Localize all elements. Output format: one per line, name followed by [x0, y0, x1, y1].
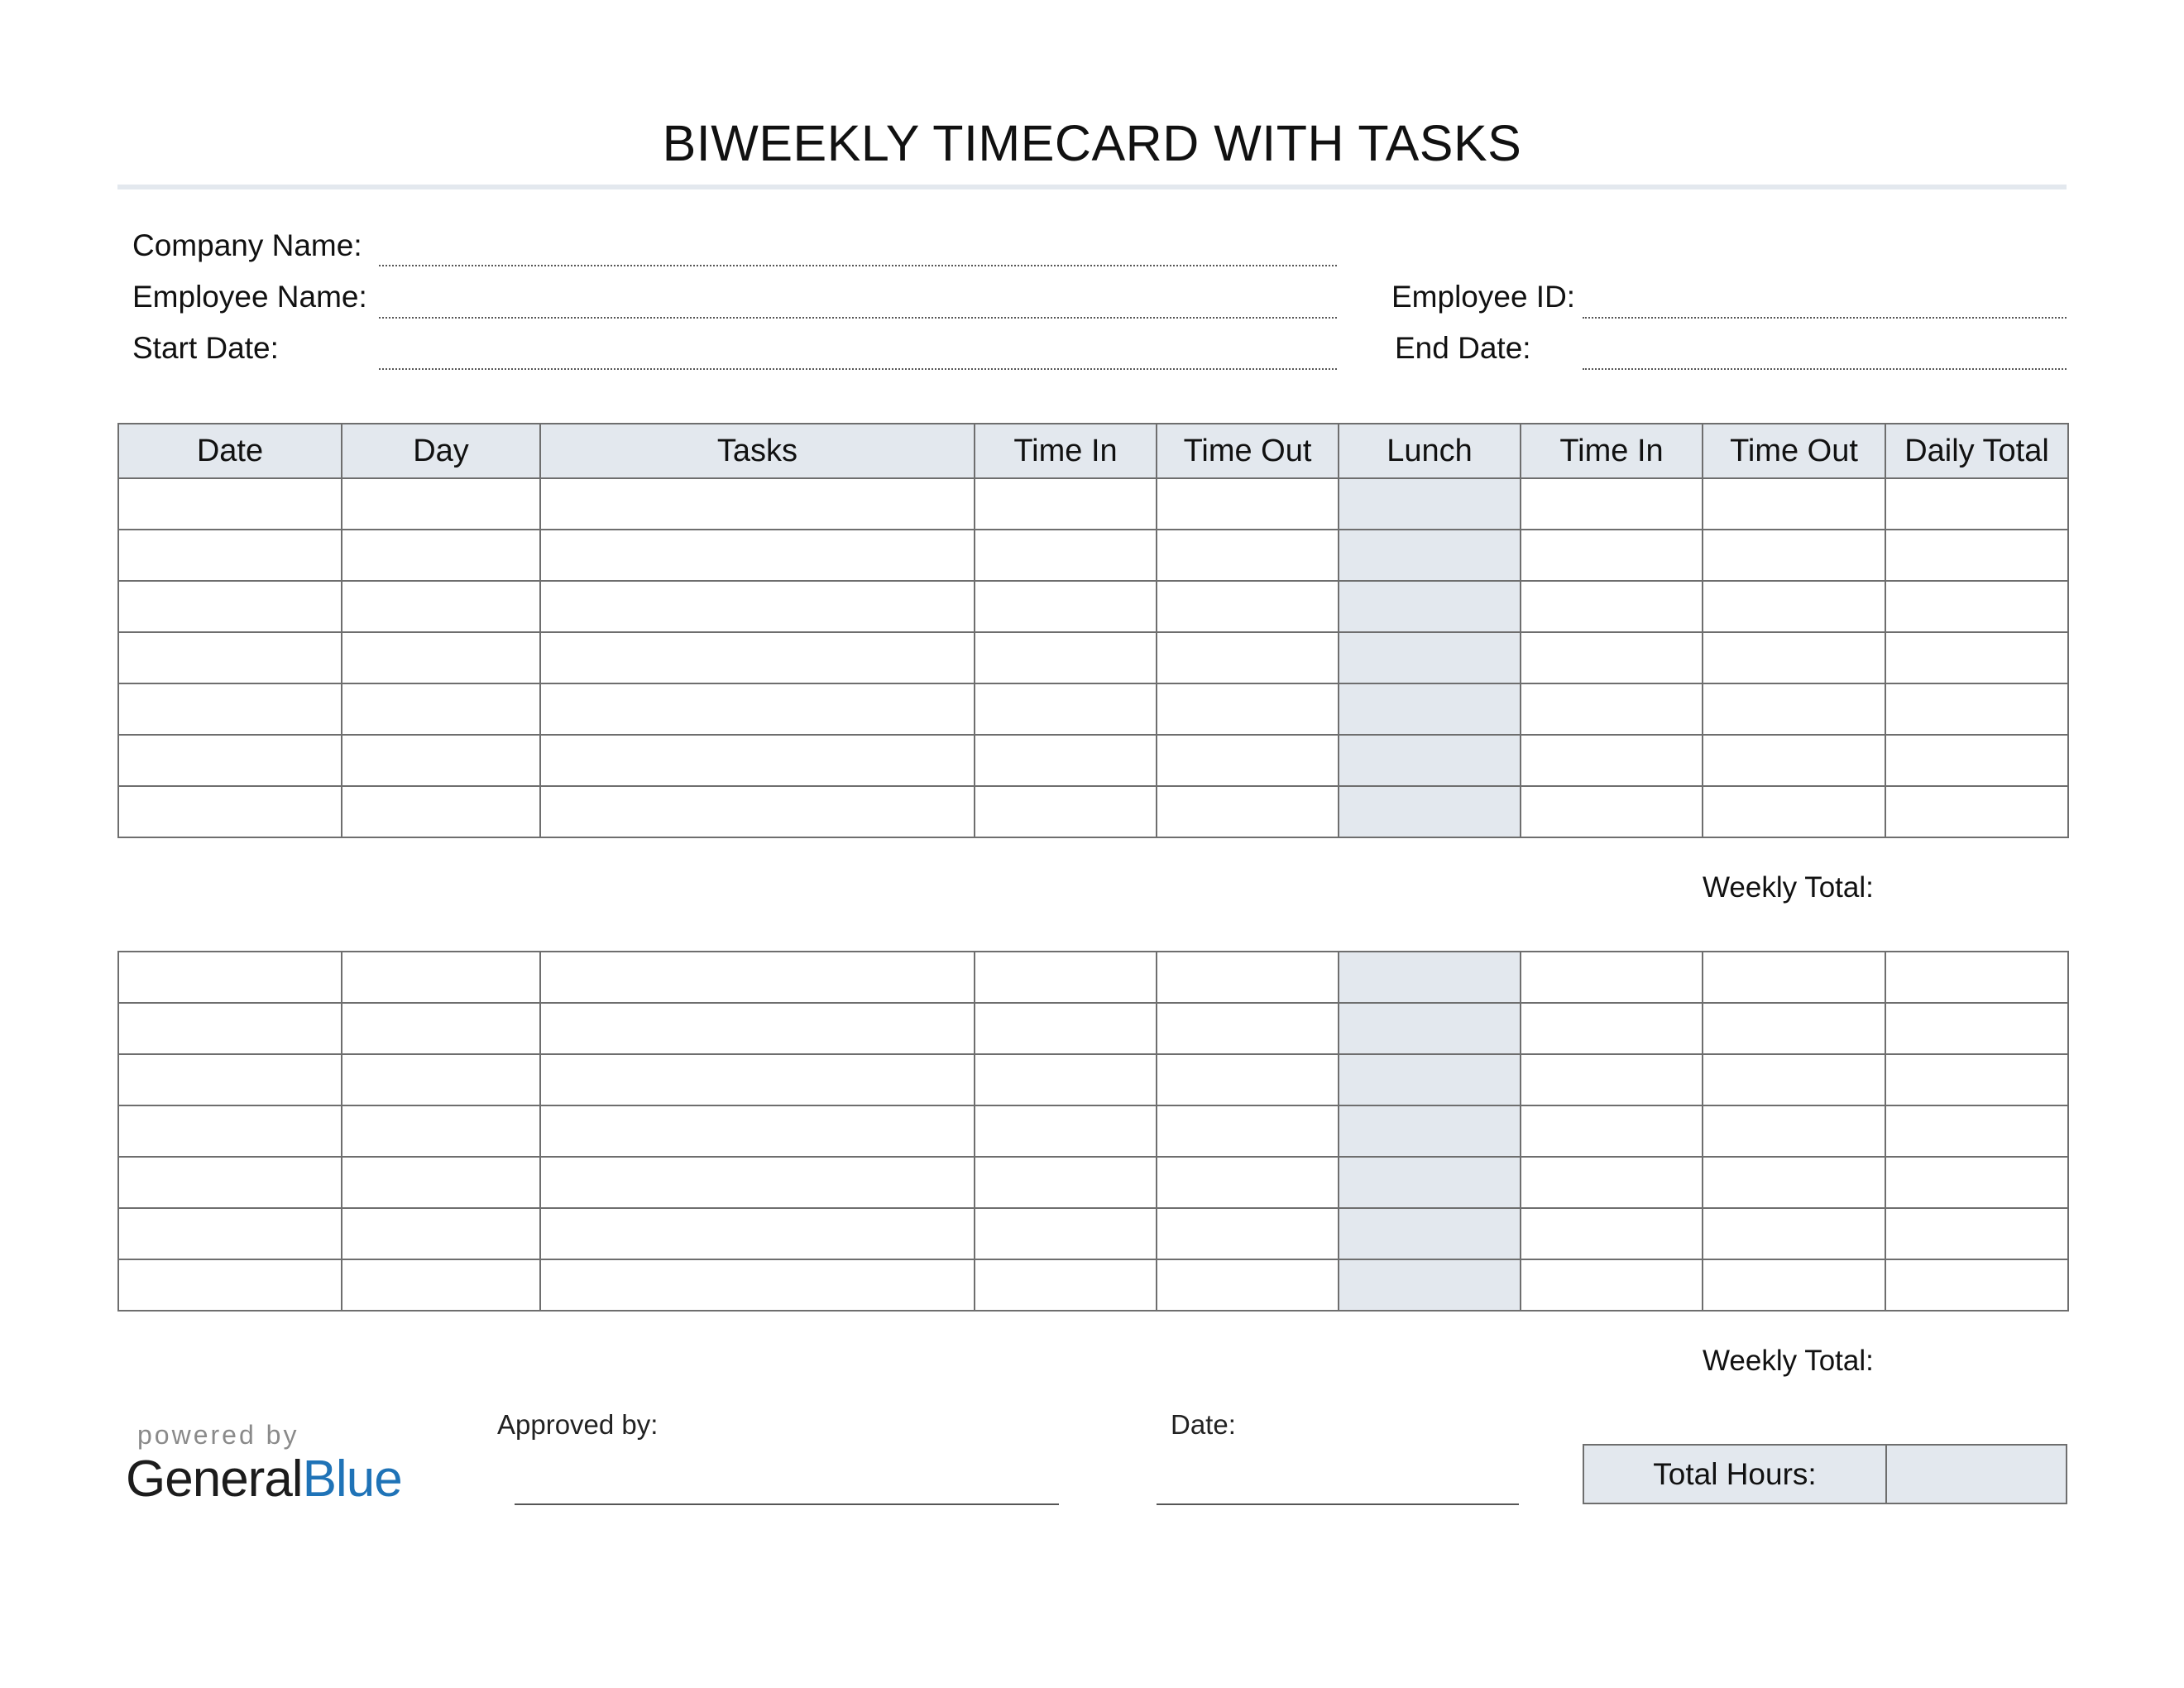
cell-time-in[interactable]	[975, 632, 1157, 683]
cell-lunch[interactable]	[1339, 478, 1521, 530]
cell-daily-total[interactable]	[1885, 1054, 2068, 1105]
weekly-total-label-2: Weekly Total:	[1703, 1345, 1874, 1377]
cell-time-in-2[interactable]	[1521, 1208, 1703, 1259]
col-header-lunch: Lunch	[1339, 424, 1521, 478]
cell-time-in[interactable]	[975, 530, 1157, 581]
cell-time-out[interactable]	[1157, 683, 1339, 735]
cell-daily-total[interactable]	[1885, 1003, 2068, 1054]
cell-date[interactable]	[118, 735, 342, 786]
cell-lunch[interactable]	[1339, 1054, 1521, 1105]
cell-day[interactable]	[342, 1208, 540, 1259]
cell-time-out[interactable]	[1157, 786, 1339, 837]
cell-date[interactable]	[118, 786, 342, 837]
employee-name-field[interactable]	[379, 317, 1337, 319]
cell-tasks[interactable]	[540, 478, 975, 530]
cell-time-out-2[interactable]	[1703, 1003, 1885, 1054]
cell-day[interactable]	[342, 786, 540, 837]
cell-time-out[interactable]	[1157, 1259, 1339, 1311]
cell-time-out-2[interactable]	[1703, 735, 1885, 786]
cell-time-in-2[interactable]	[1521, 478, 1703, 530]
cell-time-out[interactable]	[1157, 632, 1339, 683]
cell-lunch[interactable]	[1339, 1208, 1521, 1259]
cell-time-out[interactable]	[1157, 1105, 1339, 1157]
cell-time-in[interactable]	[975, 1157, 1157, 1208]
cell-day[interactable]	[342, 632, 540, 683]
end-date-label: End Date:	[1395, 331, 1531, 365]
cell-date[interactable]	[118, 632, 342, 683]
cell-tasks[interactable]	[540, 1259, 975, 1311]
start-date-label: Start Date:	[132, 331, 279, 365]
cell-daily-total[interactable]	[1885, 581, 2068, 632]
cell-time-out-2[interactable]	[1703, 1054, 1885, 1105]
cell-lunch[interactable]	[1339, 1003, 1521, 1054]
cell-tasks[interactable]	[540, 683, 975, 735]
cell-tasks[interactable]	[540, 786, 975, 837]
total-hours-value[interactable]	[1887, 1446, 2066, 1503]
company-name-field[interactable]	[379, 265, 1337, 266]
table-row	[118, 581, 2068, 632]
cell-time-out-2[interactable]	[1703, 1157, 1885, 1208]
cell-time-in-2[interactable]	[1521, 786, 1703, 837]
col-header-time-out-2: Time Out	[1703, 424, 1885, 478]
table-row	[118, 1208, 2068, 1259]
cell-time-out-2[interactable]	[1703, 683, 1885, 735]
cell-daily-total[interactable]	[1885, 735, 2068, 786]
cell-time-out-2[interactable]	[1703, 1208, 1885, 1259]
table-row	[118, 530, 2068, 581]
table-row	[118, 1054, 2068, 1105]
cell-time-in-2[interactable]	[1521, 952, 1703, 1003]
cell-tasks[interactable]	[540, 581, 975, 632]
cell-lunch[interactable]	[1339, 632, 1521, 683]
table-row	[118, 1003, 2068, 1054]
header-row	[118, 424, 2068, 478]
cell-daily-total[interactable]	[1885, 952, 2068, 1003]
cell-daily-total[interactable]	[1885, 1105, 2068, 1157]
cell-lunch[interactable]	[1339, 1259, 1521, 1311]
col-header-tasks: Tasks	[540, 424, 975, 478]
col-header-daily-total: Daily Total	[1885, 424, 2068, 478]
cell-daily-total[interactable]	[1885, 530, 2068, 581]
logo-blue-text: Blue	[302, 1451, 402, 1508]
cell-daily-total[interactable]	[1885, 632, 2068, 683]
week-1-table	[117, 423, 2069, 838]
employee-id-field[interactable]	[1583, 317, 2067, 319]
cell-time-out-2[interactable]	[1703, 530, 1885, 581]
cell-date[interactable]	[118, 952, 342, 1003]
generalblue-logo	[126, 1450, 402, 1508]
week-1-body	[118, 478, 2068, 837]
cell-day[interactable]	[342, 581, 540, 632]
cell-time-in[interactable]	[975, 1105, 1157, 1157]
cell-time-in[interactable]	[975, 1208, 1157, 1259]
cell-time-in[interactable]	[975, 786, 1157, 837]
cell-lunch[interactable]	[1339, 1157, 1521, 1208]
cell-time-out[interactable]	[1157, 952, 1339, 1003]
cell-time-out[interactable]	[1157, 530, 1339, 581]
end-date-field[interactable]	[1583, 368, 2067, 370]
cell-date[interactable]	[118, 1157, 342, 1208]
employee-name-label: Employee Name:	[132, 280, 367, 314]
cell-time-in[interactable]	[975, 683, 1157, 735]
approval-date-line[interactable]	[1157, 1503, 1519, 1505]
cell-day[interactable]	[342, 1157, 540, 1208]
cell-lunch[interactable]	[1339, 530, 1521, 581]
cell-daily-total[interactable]	[1885, 1208, 2068, 1259]
cell-time-in-2[interactable]	[1521, 735, 1703, 786]
table-row	[118, 478, 2068, 530]
cell-date[interactable]	[118, 1259, 342, 1311]
cell-lunch[interactable]	[1339, 735, 1521, 786]
table-row	[118, 786, 2068, 837]
cell-date[interactable]	[118, 1054, 342, 1105]
cell-time-out-2[interactable]	[1703, 581, 1885, 632]
cell-time-out[interactable]	[1157, 1208, 1339, 1259]
cell-date[interactable]	[118, 478, 342, 530]
approval-date-label: Date:	[1171, 1409, 1236, 1440]
cell-time-in[interactable]	[975, 1259, 1157, 1311]
cell-day[interactable]	[342, 1054, 540, 1105]
cell-day[interactable]	[342, 530, 540, 581]
cell-time-out-2[interactable]	[1703, 1105, 1885, 1157]
cell-tasks[interactable]	[540, 1208, 975, 1259]
cell-time-in[interactable]	[975, 952, 1157, 1003]
powered-by-text: powered by	[137, 1420, 299, 1450]
cell-lunch[interactable]	[1339, 683, 1521, 735]
cell-time-in-2[interactable]	[1521, 683, 1703, 735]
table-row	[118, 1105, 2068, 1157]
cell-tasks[interactable]	[540, 735, 975, 786]
cell-date[interactable]	[118, 581, 342, 632]
col-header-time-in-2: Time In	[1521, 424, 1703, 478]
cell-time-out-2[interactable]	[1703, 632, 1885, 683]
cell-time-out[interactable]	[1157, 735, 1339, 786]
cell-time-in-2[interactable]	[1521, 1105, 1703, 1157]
cell-day[interactable]	[342, 1105, 540, 1157]
cell-day[interactable]	[342, 735, 540, 786]
cell-date[interactable]	[118, 1208, 342, 1259]
start-date-field[interactable]	[379, 368, 1337, 370]
cell-time-in-2[interactable]	[1521, 1003, 1703, 1054]
table-row	[118, 683, 2068, 735]
cell-date[interactable]	[118, 530, 342, 581]
total-hours-label: Total Hours:	[1584, 1446, 1887, 1503]
weekly-total-label-1: Weekly Total:	[1703, 871, 1874, 904]
week-2-body	[118, 952, 2068, 1311]
cell-daily-total[interactable]	[1885, 1157, 2068, 1208]
cell-lunch[interactable]	[1339, 952, 1521, 1003]
employee-id-label: Employee ID:	[1391, 280, 1576, 314]
cell-time-out[interactable]	[1157, 1054, 1339, 1105]
cell-tasks[interactable]	[540, 1157, 975, 1208]
cell-time-out[interactable]	[1157, 1003, 1339, 1054]
table-row	[118, 735, 2068, 786]
cell-time-in[interactable]	[975, 581, 1157, 632]
cell-daily-total[interactable]	[1885, 478, 2068, 530]
cell-time-in-2[interactable]	[1521, 530, 1703, 581]
cell-time-in[interactable]	[975, 1054, 1157, 1105]
cell-day[interactable]	[342, 952, 540, 1003]
cell-time-in-2[interactable]	[1521, 1259, 1703, 1311]
cell-lunch[interactable]	[1339, 1105, 1521, 1157]
cell-day[interactable]	[342, 1003, 540, 1054]
company-name-label: Company Name:	[132, 228, 362, 262]
cell-time-in-2[interactable]	[1521, 632, 1703, 683]
cell-time-out-2[interactable]	[1703, 1259, 1885, 1311]
cell-date[interactable]	[118, 683, 342, 735]
cell-time-out[interactable]	[1157, 581, 1339, 632]
col-header-day: Day	[342, 424, 540, 478]
col-header-date: Date	[118, 424, 342, 478]
cell-lunch[interactable]	[1339, 581, 1521, 632]
cell-daily-total[interactable]	[1885, 683, 2068, 735]
cell-date[interactable]	[118, 1105, 342, 1157]
cell-time-out-2[interactable]	[1703, 478, 1885, 530]
cell-day[interactable]	[342, 683, 540, 735]
table-row	[118, 952, 2068, 1003]
table-row	[118, 1259, 2068, 1311]
cell-time-out[interactable]	[1157, 1157, 1339, 1208]
cell-time-out[interactable]	[1157, 478, 1339, 530]
cell-tasks[interactable]	[540, 632, 975, 683]
page-title: BIWEEKLY TIMECARD WITH TASKS	[662, 115, 1522, 171]
cell-time-in[interactable]	[975, 478, 1157, 530]
cell-time-in-2[interactable]	[1521, 1157, 1703, 1208]
total-hours-box	[1583, 1444, 2067, 1504]
cell-time-in[interactable]	[975, 1003, 1157, 1054]
cell-tasks[interactable]	[540, 1105, 975, 1157]
cell-tasks[interactable]	[540, 1003, 975, 1054]
cell-daily-total[interactable]	[1885, 786, 2068, 837]
col-header-time-in: Time In	[975, 424, 1157, 478]
cell-lunch[interactable]	[1339, 786, 1521, 837]
cell-tasks[interactable]	[540, 1054, 975, 1105]
cell-tasks[interactable]	[540, 530, 975, 581]
title-divider	[117, 185, 2067, 189]
cell-daily-total[interactable]	[1885, 1259, 2068, 1311]
table-row	[118, 632, 2068, 683]
cell-tasks[interactable]	[540, 952, 975, 1003]
cell-date[interactable]	[118, 1003, 342, 1054]
cell-day[interactable]	[342, 1259, 540, 1311]
approved-by-label: Approved by:	[497, 1409, 659, 1440]
approved-by-line[interactable]	[515, 1503, 1059, 1505]
cell-time-out-2[interactable]	[1703, 786, 1885, 837]
cell-time-in-2[interactable]	[1521, 1054, 1703, 1105]
logo-general-text: General	[126, 1451, 303, 1508]
cell-day[interactable]	[342, 478, 540, 530]
col-header-time-out: Time Out	[1157, 424, 1339, 478]
cell-time-in-2[interactable]	[1521, 581, 1703, 632]
table-row	[118, 1157, 2068, 1208]
cell-time-out-2[interactable]	[1703, 952, 1885, 1003]
week-2-table	[117, 951, 2069, 1312]
cell-time-in[interactable]	[975, 735, 1157, 786]
